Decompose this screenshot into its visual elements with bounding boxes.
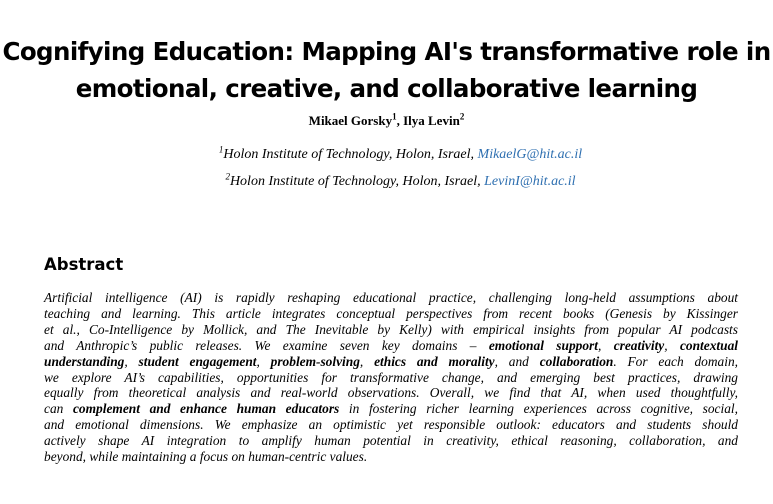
abstract-line: we explore AI’s capabilities, opportunities for transformative change, and emerging best practices, drawing <box>44 369 738 385</box>
abstract-line: et al., Co-Intelligence by Mollick, and The Inevitable by Kelly) with empirical insights from popular AI podcasts <box>44 321 738 337</box>
abstract-line: and emotional dimensions. We emphasize an optimistic yet responsible outlook: educators and students should <box>44 417 738 433</box>
affiliation-2 <box>14 173 773 191</box>
abstract-emphasis: understanding <box>44 353 125 369</box>
affiliation-mark: 1 <box>218 144 224 155</box>
title-line-1: Cognifying Education: Mapping AI's transformative role in <box>2 37 771 66</box>
abstract-emphasis: complement and enhance human educators <box>72 401 340 417</box>
abstract-text: can <box>44 401 73 417</box>
abstract-line: beyond, while maintaining a focus on human-centric values. <box>44 449 368 465</box>
abstract-line <box>44 338 738 354</box>
abstract-line <box>44 401 738 417</box>
affiliation-1 <box>14 146 773 164</box>
abstract-text: . For each domain, <box>613 353 738 369</box>
affiliation-text: Holon Institute of Technology, Holon, Israel, <box>223 147 478 162</box>
author-separator: , <box>396 113 404 128</box>
abstract-text: , and <box>494 353 540 369</box>
abstract-emphasis: creativity <box>613 337 665 353</box>
affiliation-text: Holon Institute of Technology, Holon, Israel, <box>229 174 485 189</box>
abstract-text: , <box>597 337 614 353</box>
affiliation-mark: 2 <box>225 171 230 182</box>
author-list <box>0 112 773 130</box>
author-email-link[interactable]: LevinI@hit.ac.il <box>484 174 576 189</box>
abstract-line: actively shape AI integration to amplify human potential in creativity, ethical reasoning, collaboration, and <box>44 433 738 449</box>
abstract-line: equally from theoretical analysis and real-world observations. Overall, we find that AI, when used thoughtfully, <box>44 385 738 401</box>
abstract-line <box>44 354 738 370</box>
abstract-emphasis: emotional support <box>488 337 598 353</box>
author-name: Mikael Gorsky <box>308 113 393 128</box>
abstract-emphasis: collaboration <box>539 353 614 369</box>
abstract-emphasis: problem-solving <box>270 353 360 369</box>
abstract-emphasis: ethics and morality <box>374 353 495 369</box>
abstract-text: and Anthropic’s public releases. We examine seven key domains – <box>44 337 489 353</box>
abstract-heading: Abstract <box>44 255 124 274</box>
abstract-line: Artificial intelligence (AI) is rapidly reshaping educational practice, challenging long-held assumptions about <box>44 290 738 305</box>
author-affiliation-mark: 2 <box>459 111 465 122</box>
abstract-text: , <box>124 353 139 369</box>
abstract-text: in fostering richer learning experiences across cognitive, social, <box>339 401 738 417</box>
abstract-text: , <box>359 353 375 369</box>
title-line-2: emotional, creative, and collaborative learning <box>75 74 698 103</box>
author-affiliation-mark: 1 <box>392 111 397 122</box>
abstract-text: , <box>256 353 271 369</box>
abstract-body <box>44 290 738 465</box>
author-email-link[interactable]: MikaelG@hit.ac.il <box>477 147 583 162</box>
paper-title <box>0 33 773 107</box>
abstract-line: teaching and learning. This article integrates conceptual perspectives from recent books (Genesis by Kissinger <box>44 305 738 321</box>
author-name: Ilya Levin <box>403 113 460 128</box>
abstract-emphasis: contextual <box>679 337 738 353</box>
abstract-text: , <box>664 337 680 353</box>
abstract-emphasis: student engagement <box>138 353 257 369</box>
